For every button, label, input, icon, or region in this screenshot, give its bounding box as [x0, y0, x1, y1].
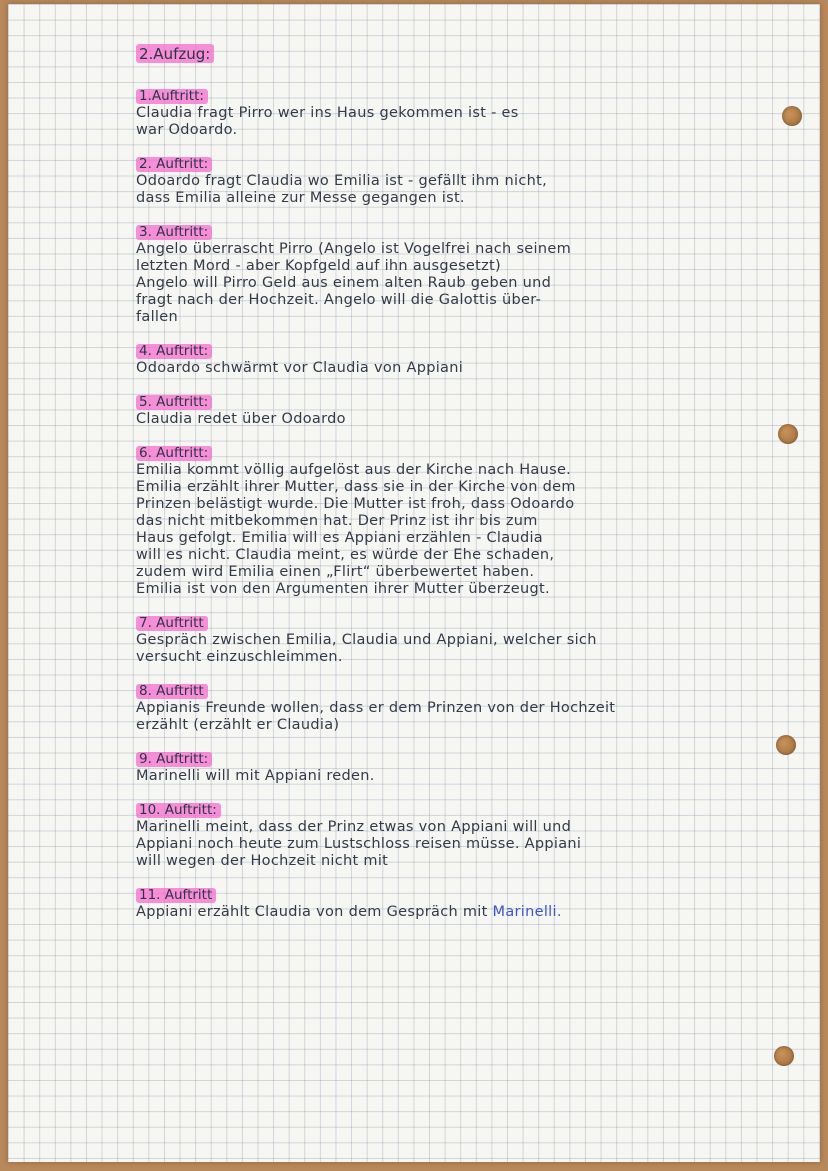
notes-content: [136, 44, 766, 935]
scene-text: Odoardo schwärmt vor Claudia von Appiani: [136, 360, 464, 376]
scene-10: [136, 799, 766, 870]
scene-4: [136, 340, 766, 377]
punch-hole: [778, 424, 798, 444]
scene-text: Appianis Freunde wollen, dass er dem Prinzen von der Hochzeit erzählt (erzählt er Claudia): [136, 700, 616, 733]
scene-label: 3. Auftritt:: [136, 225, 212, 240]
punch-hole: [776, 735, 796, 755]
scene-text: Claudia redet über Odoardo: [136, 411, 346, 427]
scene-label: 1.Auftritt:: [136, 89, 208, 104]
scene-1: [136, 85, 766, 139]
scene-6: [136, 442, 766, 598]
scene-7: [136, 612, 766, 666]
scene-text: Angelo überrascht Pirro (Angelo ist Vogelfrei nach seinem letzten Mord - aber Kopfgeld auf ihn ausgesetzt) Angelo will Pirro Geld aus einem alten Raub geben und fragt nach der Hochzeit. Angelo will die Galottis über- fallen: [136, 241, 571, 325]
scene-3: [136, 221, 766, 326]
scene-2: [136, 153, 766, 207]
scene-label: 2. Auftritt:: [136, 157, 212, 172]
scene-label: 10. Auftritt:: [136, 803, 221, 818]
scene-label: 8. Auftritt: [136, 684, 208, 699]
scene-text: Marinelli will mit Appiani reden.: [136, 768, 375, 784]
scene-text: [136, 904, 766, 921]
scene-5: [136, 391, 766, 428]
scene-label: 11. Auftritt: [136, 888, 216, 903]
page-title: 2.Aufzug:: [136, 44, 214, 63]
scene-text: Marinelli meint, dass der Prinz etwas von Appiani will und Appiani noch heute zum Lustschloss reisen müsse. Appiani will wegen der Hochzeit nicht mit: [136, 819, 582, 869]
scene-label: 7. Auftritt: [136, 616, 208, 631]
punch-hole: [782, 106, 802, 126]
scene-label: 6. Auftritt:: [136, 446, 212, 461]
scene-11: [136, 884, 766, 921]
scene-text: Emilia kommt völlig aufgelöst aus der Kirche nach Hause. Emilia erzählt ihrer Mutter, dass sie in der Kirche von dem Prinzen belästigt wurde. Die Mutter ist froh, dass Odoardo das nicht mitbekommen hat. Der Prinz ist ihr bis zum Haus gefolgt. Emilia will es Appiani erzählen - Claudia will es nicht. Claudia meint, es würde der Ehe schaden, zudem wird Emilia einen „Flirt“ überbewertet haben. Emilia ist von den Argumenten ihrer Mutter überzeugt.: [136, 462, 576, 597]
scene-text: Gespräch zwischen Emilia, Claudia und Appiani, welcher sich versucht einzuschleimmen.: [136, 632, 597, 665]
punch-hole: [774, 1046, 794, 1066]
scene-9: [136, 748, 766, 785]
scene-label: 4. Auftritt:: [136, 344, 212, 359]
scene-8: [136, 680, 766, 734]
scene-text-main: Appiani erzählt Claudia von dem Gespräch mit: [136, 904, 488, 920]
scene-label: 9. Auftritt:: [136, 752, 212, 767]
scene-text: Claudia fragt Pirro wer ins Haus gekommen ist - es war Odoardo.: [136, 105, 519, 138]
notebook-page: [8, 4, 820, 1162]
scene-text: Odoardo fragt Claudia wo Emilia ist - gefällt ihm nicht, dass Emilia alleine zur Messe gegangen ist.: [136, 173, 547, 206]
scene-label: 5. Auftritt:: [136, 395, 212, 410]
scene-text-blue-ink: Marinelli.: [492, 904, 562, 920]
